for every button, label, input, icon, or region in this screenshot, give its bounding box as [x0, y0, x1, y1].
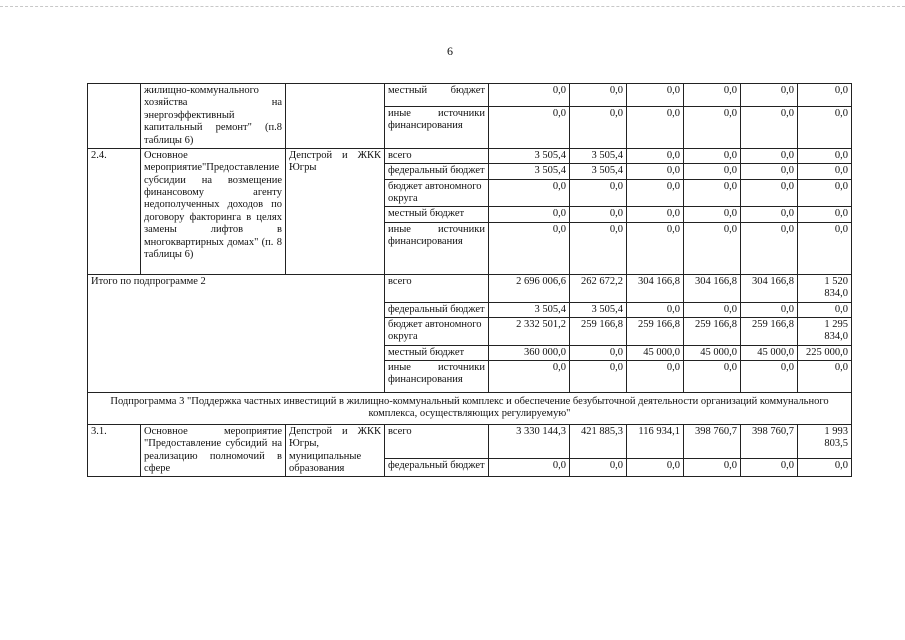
source-label: бюджет автономного округа — [385, 317, 489, 345]
value-cell: 0,0 — [570, 179, 627, 207]
value-cell: 304 166,8 — [627, 274, 684, 302]
value-cell: 0,0 — [798, 458, 852, 477]
value-cell: 0,0 — [684, 222, 741, 274]
table-row — [88, 424, 852, 458]
value-cell: 0,0 — [684, 148, 741, 163]
value-cell: 3 505,4 — [489, 164, 570, 179]
value-cell: 0,0 — [570, 458, 627, 477]
value-cell: 0,0 — [741, 207, 798, 222]
value-cell: 3 505,4 — [570, 148, 627, 163]
table-body — [88, 84, 852, 477]
value-cell: 0,0 — [741, 106, 798, 148]
value-cell: 398 760,7 — [684, 424, 741, 458]
value-cell: 0,0 — [627, 164, 684, 179]
source-label: всего — [385, 148, 489, 163]
source-label: местный бюджет — [385, 84, 489, 107]
value-cell: 45 000,0 — [684, 345, 741, 360]
activity-name-cell: жилищно-коммунального хозяйства на энергоэффективный капитальный ремонт" (п.8 таблицы 6) — [141, 84, 286, 149]
value-cell: 0,0 — [627, 222, 684, 274]
executor-cell — [286, 84, 385, 149]
value-cell: 2 696 006,6 — [489, 274, 570, 302]
value-cell: 0,0 — [798, 164, 852, 179]
value-cell: 0,0 — [570, 106, 627, 148]
executor-cell: Депстрой и ЖКК Югры, муниципальные образования — [286, 424, 385, 477]
value-cell: 0,0 — [570, 84, 627, 107]
value-cell: 3 505,4 — [570, 302, 627, 317]
value-cell: 0,0 — [627, 106, 684, 148]
value-cell: 0,0 — [627, 148, 684, 163]
source-label: иные источники финансирования — [385, 106, 489, 148]
value-cell: 0,0 — [741, 458, 798, 477]
subprogram-title: Подпрограмма 3 "Поддержка частных инвестиций в жилищно-коммунальный комплекс и обеспечение безубыточной деятельности организаций коммунального комплекса, осуществляющих регулируемую" — [88, 393, 852, 425]
value-cell: 0,0 — [741, 148, 798, 163]
value-cell: 0,0 — [627, 361, 684, 393]
value-cell: 0,0 — [627, 207, 684, 222]
value-cell: 0,0 — [489, 84, 570, 107]
source-label: федеральный бюджет — [385, 302, 489, 317]
source-label: федеральный бюджет — [385, 458, 489, 477]
value-cell: 0,0 — [741, 302, 798, 317]
source-label: иные источники финансирования — [385, 222, 489, 274]
value-cell: 3 330 144,3 — [489, 424, 570, 458]
value-cell: 3 505,4 — [489, 148, 570, 163]
row-number-cell: 2.4. — [88, 148, 141, 274]
value-cell: 304 166,8 — [684, 274, 741, 302]
table-row — [88, 274, 852, 302]
value-cell: 0,0 — [684, 164, 741, 179]
value-cell: 421 885,3 — [570, 424, 627, 458]
value-cell: 0,0 — [684, 361, 741, 393]
source-label: всего — [385, 274, 489, 302]
value-cell: 0,0 — [741, 164, 798, 179]
value-cell: 1 520 834,0 — [798, 274, 852, 302]
value-cell: 398 760,7 — [741, 424, 798, 458]
source-label: местный бюджет — [385, 345, 489, 360]
value-cell: 0,0 — [684, 106, 741, 148]
table-row — [88, 393, 852, 425]
value-cell: 259 166,8 — [570, 317, 627, 345]
value-cell: 2 332 501,2 — [489, 317, 570, 345]
value-cell: 0,0 — [627, 458, 684, 477]
subprogram-total-label: Итого по подпрограмме 2 — [88, 274, 385, 392]
value-cell: 1 295 834,0 — [798, 317, 852, 345]
value-cell: 262 672,2 — [570, 274, 627, 302]
value-cell: 116 934,1 — [627, 424, 684, 458]
value-cell: 304 166,8 — [741, 274, 798, 302]
value-cell: 259 166,8 — [684, 317, 741, 345]
source-label: бюджет автономного округа — [385, 179, 489, 207]
value-cell: 0,0 — [684, 207, 741, 222]
value-cell: 45 000,0 — [741, 345, 798, 360]
value-cell: 0,0 — [798, 84, 852, 107]
source-label: иные источники финансирования — [385, 361, 489, 393]
value-cell: 360 000,0 — [489, 345, 570, 360]
value-cell: 0,0 — [489, 361, 570, 393]
value-cell: 0,0 — [627, 302, 684, 317]
value-cell: 0,0 — [570, 361, 627, 393]
value-cell: 0,0 — [489, 207, 570, 222]
value-cell: 0,0 — [798, 106, 852, 148]
value-cell: 0,0 — [798, 207, 852, 222]
activity-name-cell: Основное мероприятие "Предоставление субсидий на реализацию полномочий в сфере — [141, 424, 286, 477]
value-cell: 0,0 — [489, 222, 570, 274]
value-cell: 0,0 — [798, 302, 852, 317]
value-cell: 3 505,4 — [570, 164, 627, 179]
value-cell: 0,0 — [798, 361, 852, 393]
table-row — [88, 84, 852, 107]
value-cell: 0,0 — [798, 148, 852, 163]
activity-name-cell: Основное мероприятие"Предоставление субсидии на возмещение финансовому агенту недополученных доходов по договору факторинга в целях замены лифтов в многоквартирных домах" (п. 8 таблицы 6) — [141, 148, 286, 274]
value-cell: 0,0 — [570, 345, 627, 360]
value-cell: 3 505,4 — [489, 302, 570, 317]
value-cell: 0,0 — [489, 179, 570, 207]
value-cell: 0,0 — [489, 106, 570, 148]
row-number-cell — [88, 84, 141, 149]
value-cell: 45 000,0 — [627, 345, 684, 360]
value-cell: 0,0 — [798, 179, 852, 207]
page-number: 6 — [447, 44, 453, 58]
financing-table — [87, 83, 852, 477]
value-cell: 0,0 — [627, 179, 684, 207]
value-cell: 0,0 — [741, 222, 798, 274]
value-cell: 0,0 — [741, 361, 798, 393]
value-cell: 0,0 — [684, 302, 741, 317]
value-cell: 0,0 — [684, 458, 741, 477]
value-cell: 259 166,8 — [627, 317, 684, 345]
row-number-cell: 3.1. — [88, 424, 141, 477]
value-cell: 0,0 — [684, 84, 741, 107]
value-cell: 0,0 — [798, 222, 852, 274]
source-label: местный бюджет — [385, 207, 489, 222]
value-cell: 0,0 — [570, 222, 627, 274]
value-cell: 0,0 — [489, 458, 570, 477]
table-row — [88, 148, 852, 163]
value-cell: 259 166,8 — [741, 317, 798, 345]
value-cell: 0,0 — [741, 84, 798, 107]
value-cell: 0,0 — [741, 179, 798, 207]
scan-top-edge — [0, 6, 905, 8]
value-cell: 0,0 — [684, 179, 741, 207]
value-cell: 0,0 — [570, 207, 627, 222]
source-label: федеральный бюджет — [385, 164, 489, 179]
value-cell: 0,0 — [627, 84, 684, 107]
value-cell: 225 000,0 — [798, 345, 852, 360]
executor-cell: Депстрой и ЖКК Югры — [286, 148, 385, 274]
source-label: всего — [385, 424, 489, 458]
value-cell: 1 993 803,5 — [798, 424, 852, 458]
